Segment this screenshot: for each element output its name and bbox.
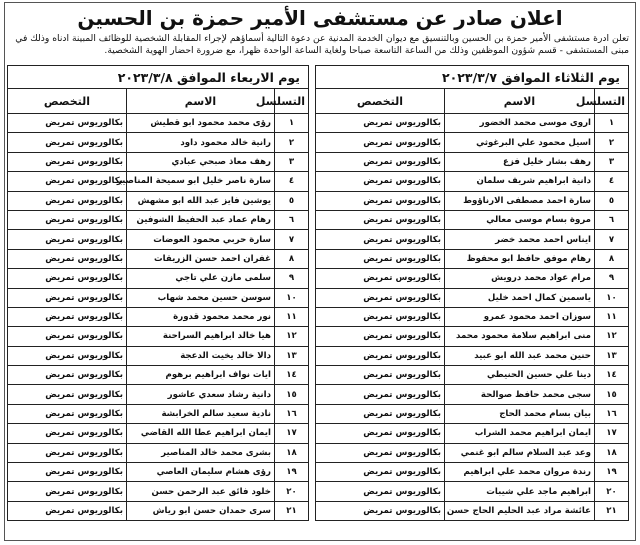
name-cell: بشرى محمد خالد المناصير xyxy=(126,443,274,462)
spec-cell: بكالوريوس تمريض xyxy=(7,230,126,249)
spec-cell: بكالوريوس تمريض xyxy=(315,327,444,346)
spec-cell: بكالوريوس تمريض xyxy=(315,443,444,462)
table-row xyxy=(7,210,308,229)
name-cell: خلود فائق عبد الرحمن حسن xyxy=(126,482,274,501)
table-row xyxy=(7,152,308,171)
table-row xyxy=(7,385,308,404)
name-cell: بيان بسام محمد الحاج xyxy=(445,404,595,423)
seq-cell: ٨ xyxy=(274,249,308,268)
seq-cell: ٧ xyxy=(595,230,629,249)
name-cell: دالا خالد يخيت الدعجة xyxy=(126,346,274,365)
seq-cell: ٥ xyxy=(274,191,308,210)
seq-cell: ٣ xyxy=(274,152,308,171)
table-row xyxy=(315,230,628,249)
table-row xyxy=(315,404,628,423)
table-row xyxy=(315,288,628,307)
table-row xyxy=(7,463,308,482)
spec-cell: بكالوريوس تمريض xyxy=(315,191,444,210)
name-cell: ايمان ابراهيم محمد الشراب xyxy=(445,424,595,443)
wednesday-table xyxy=(7,65,309,521)
seq-cell: ٢ xyxy=(595,133,629,152)
spec-cell: بكالوريوس تمريض xyxy=(315,172,444,191)
table-row xyxy=(315,269,628,288)
spec-cell: بكالوريوس تمريض xyxy=(7,133,126,152)
seq-cell: ١٥ xyxy=(274,385,308,404)
name-cell: دانية رشاد سعدي عاشور xyxy=(126,385,274,404)
table-row xyxy=(7,133,308,152)
seq-cell: ٦ xyxy=(595,210,629,229)
seq-cell: ٣ xyxy=(595,152,629,171)
seq-cell: ٨ xyxy=(595,249,629,268)
seq-cell: ٥ xyxy=(595,191,629,210)
name-cell: حنين محمد عبد الله ابو عبيد xyxy=(445,346,595,365)
name-cell: رهف بشار خليل فزع xyxy=(445,152,595,171)
seq-cell: ٢ xyxy=(274,133,308,152)
spec-cell: بكالوريوس تمريض xyxy=(7,288,126,307)
name-cell: وعد عبد السلام سالم ابو غنمي xyxy=(445,443,595,462)
name-cell: اسيل محمود علي البرغوثي xyxy=(445,133,595,152)
table-row xyxy=(315,249,628,268)
spec-cell: بكالوريوس تمريض xyxy=(7,152,126,171)
seq-cell: ١٦ xyxy=(595,404,629,423)
spec-cell: بكالوريوس تمريض xyxy=(7,366,126,385)
tuesday-table xyxy=(315,65,629,521)
col-name-header: الاسم xyxy=(126,89,274,114)
col-seq-header: التسلسل xyxy=(595,89,629,114)
spec-cell: بكالوريوس تمريض xyxy=(7,424,126,443)
seq-cell: ١٦ xyxy=(274,404,308,423)
spec-cell: بكالوريوس تمريض xyxy=(7,404,126,423)
seq-cell: ٢١ xyxy=(595,501,629,520)
name-cell: ايات نواف ابراهيم برهوم xyxy=(126,366,274,385)
table-row xyxy=(315,327,628,346)
spec-cell: بكالوريوس تمريض xyxy=(315,210,444,229)
name-cell: سوسن حسين محمد شهاب xyxy=(126,288,274,307)
seq-cell: ١٩ xyxy=(274,463,308,482)
name-cell: سارة ناصر خليل ابو سميحة المناصير xyxy=(126,172,274,191)
seq-cell: ١٩ xyxy=(595,463,629,482)
name-cell: رؤى هشام سليمان العاصي xyxy=(126,463,274,482)
table-row xyxy=(7,114,308,133)
table-row xyxy=(7,307,308,326)
tuesday-header: يوم الثلاثاء الموافق ٢٠٢٣/٣/٧ xyxy=(315,66,628,89)
name-cell: سرى حمدان حسن ابو رياش xyxy=(126,501,274,520)
seq-cell: ٤ xyxy=(274,172,308,191)
table-row xyxy=(315,443,628,462)
col-spec-header: التخصص xyxy=(315,89,444,114)
spec-cell: بكالوريوس تمريض xyxy=(7,501,126,520)
name-cell: اروى موسى محمد الخضور xyxy=(445,114,595,133)
seq-cell: ١ xyxy=(595,114,629,133)
table-row xyxy=(315,133,628,152)
name-cell: دانية ابراهيم شريف سلمان xyxy=(445,172,595,191)
name-cell: رندة مروان محمد علي ابراهيم xyxy=(445,463,595,482)
table-row xyxy=(7,191,308,210)
spec-cell: بكالوريوس تمريض xyxy=(315,114,444,133)
seq-cell: ١٤ xyxy=(595,366,629,385)
table-row xyxy=(315,501,628,520)
schedule-tables xyxy=(5,59,635,521)
table-row xyxy=(7,269,308,288)
name-cell: نور محمد محمود قدورة xyxy=(126,307,274,326)
table-row xyxy=(315,346,628,365)
table-row xyxy=(7,327,308,346)
spec-cell: بكالوريوس تمريض xyxy=(315,230,444,249)
spec-cell: بكالوريوس تمريض xyxy=(7,269,126,288)
table-row xyxy=(7,172,308,191)
name-cell: ابراهيم ماجد علي شيبات xyxy=(445,482,595,501)
table-row xyxy=(7,443,308,462)
table-row xyxy=(7,230,308,249)
name-cell: يوشين فايز عبد الله ابو مشهش xyxy=(126,191,274,210)
name-cell: مروة بسام موسى معالي xyxy=(445,210,595,229)
table-row xyxy=(315,366,628,385)
tuesday-rows xyxy=(315,114,628,521)
seq-cell: ١٢ xyxy=(274,327,308,346)
seq-cell: ١٤ xyxy=(274,366,308,385)
table-row xyxy=(315,385,628,404)
name-cell: رهف معاذ صبحي عبادي xyxy=(126,152,274,171)
spec-cell: بكالوريوس تمريض xyxy=(315,346,444,365)
spec-cell: بكالوريوس تمريض xyxy=(315,501,444,520)
seq-cell: ١٧ xyxy=(274,424,308,443)
name-cell: سلمى مازن علي تاجي xyxy=(126,269,274,288)
wednesday-header: يوم الاربعاء الموافق ٢٠٢٣/٣/٨ xyxy=(7,66,308,89)
seq-cell: ٤ xyxy=(595,172,629,191)
spec-cell: بكالوريوس تمريض xyxy=(7,307,126,326)
col-seq-header: التسلسل xyxy=(274,89,308,114)
table-row xyxy=(7,404,308,423)
seq-cell: ١١ xyxy=(274,307,308,326)
spec-cell: بكالوريوس تمريض xyxy=(7,443,126,462)
spec-cell: بكالوريوس تمريض xyxy=(7,463,126,482)
spec-cell: بكالوريوس تمريض xyxy=(315,307,444,326)
seq-cell: ١٠ xyxy=(274,288,308,307)
table-row xyxy=(7,424,308,443)
seq-cell: ٢١ xyxy=(274,501,308,520)
table-row xyxy=(7,346,308,365)
name-cell: نادية سعيد سالم الخرابشة xyxy=(126,404,274,423)
announcement-page xyxy=(4,2,636,541)
table-row xyxy=(7,288,308,307)
col-spec-header: التخصص xyxy=(7,89,126,114)
seq-cell: ٩ xyxy=(595,269,629,288)
spec-cell: بكالوريوس تمريض xyxy=(315,424,444,443)
seq-cell: ١١ xyxy=(595,307,629,326)
name-cell: سارة احمد مصطفى الارناؤوط xyxy=(445,191,595,210)
name-cell: عائشة مراد عبد الحليم الحاج حسن xyxy=(445,501,595,520)
seq-cell: ١٨ xyxy=(595,443,629,462)
seq-cell: ٦ xyxy=(274,210,308,229)
seq-cell: ١٨ xyxy=(274,443,308,462)
spec-cell: بكالوريوس تمريض xyxy=(7,114,126,133)
spec-cell: بكالوريوس تمريض xyxy=(315,249,444,268)
seq-cell: ٢٠ xyxy=(274,482,308,501)
spec-cell: بكالوريوس تمريض xyxy=(315,366,444,385)
spec-cell: بكالوريوس تمريض xyxy=(7,210,126,229)
name-cell: منى ابراهيم سلامة محمود محمد xyxy=(445,327,595,346)
spec-cell: بكالوريوس تمريض xyxy=(315,404,444,423)
seq-cell: ١٥ xyxy=(595,385,629,404)
spec-cell: بكالوريوس تمريض xyxy=(7,172,126,191)
table-row xyxy=(7,501,308,520)
spec-cell: بكالوريوس تمريض xyxy=(7,385,126,404)
col-name-header: الاسم xyxy=(445,89,595,114)
spec-cell: بكالوريوس تمريض xyxy=(7,249,126,268)
spec-cell: بكالوريوس تمريض xyxy=(7,482,126,501)
seq-cell: ١٧ xyxy=(595,424,629,443)
spec-cell: بكالوريوس تمريض xyxy=(315,269,444,288)
spec-cell: بكالوريوس تمريض xyxy=(315,133,444,152)
table-row xyxy=(315,482,628,501)
spec-cell: بكالوريوس تمريض xyxy=(315,288,444,307)
spec-cell: بكالوريوس تمريض xyxy=(315,385,444,404)
name-cell: رانية خالد محمود داود xyxy=(126,133,274,152)
seq-cell: ١٢ xyxy=(595,327,629,346)
seq-cell: ١٣ xyxy=(595,346,629,365)
table-row xyxy=(315,114,628,133)
name-cell: هيا خالد ابراهيم السراحنة xyxy=(126,327,274,346)
table-row xyxy=(315,152,628,171)
seq-cell: ٩ xyxy=(274,269,308,288)
name-cell: رهام موفق حافظ ابو محفوظ xyxy=(445,249,595,268)
table-row xyxy=(7,366,308,385)
wednesday-rows xyxy=(7,114,308,521)
announcement-intro: تعلن ادرة مستشفى الأمير حمزة بن الحسين وبالتنسيق مع ديوان الخدمة المدنية عن دعوة التالية أسماؤهم لإجراء المقابلة الشخصية للوظائف المبينة ادناه وذلك في مبنى المستشفى - قسم شؤون الموظفين وذلك من الساعة التاسعة صباحا ولغاية الساعة الواحدة ظهرا، مع ضرورة احضار الهوية الشخصية. xyxy=(15,33,629,56)
spec-cell: بكالوريوس تمريض xyxy=(315,463,444,482)
name-cell: سوزان احمد محمود عمرو xyxy=(445,307,595,326)
table-row xyxy=(315,307,628,326)
seq-cell: ٢٠ xyxy=(595,482,629,501)
table-row xyxy=(315,191,628,210)
table-row xyxy=(7,482,308,501)
spec-cell: بكالوريوس تمريض xyxy=(315,482,444,501)
table-row xyxy=(315,210,628,229)
name-cell: دينا علي حسين الحنيطي xyxy=(445,366,595,385)
table-row xyxy=(315,172,628,191)
name-cell: سجى محمد حافظ صوالحة xyxy=(445,385,595,404)
seq-cell: ١٣ xyxy=(274,346,308,365)
name-cell: مرام عواد محمد درويش xyxy=(445,269,595,288)
spec-cell: بكالوريوس تمريض xyxy=(7,346,126,365)
name-cell: رهام عماد عبد الحفيظ الشوفين xyxy=(126,210,274,229)
announcement-title: اعلان صادر عن مستشفى الأمير حمزة بن الحسين xyxy=(77,6,563,30)
name-cell: غفران احمد حسن الزريقات xyxy=(126,249,274,268)
table-row xyxy=(315,424,628,443)
spec-cell: بكالوريوس تمريض xyxy=(7,191,126,210)
name-cell: ايناس احمد محمد خضر xyxy=(445,230,595,249)
name-cell: رؤى محمد محمود ابو قطيش xyxy=(126,114,274,133)
seq-cell: ١٠ xyxy=(595,288,629,307)
name-cell: ايمان ابراهيم عطا الله القاضي xyxy=(126,424,274,443)
name-cell: ياسمين كمال احمد خليل xyxy=(445,288,595,307)
spec-cell: بكالوريوس تمريض xyxy=(7,327,126,346)
seq-cell: ٧ xyxy=(274,230,308,249)
spec-cell: بكالوريوس تمريض xyxy=(315,152,444,171)
table-row xyxy=(315,463,628,482)
table-row xyxy=(7,249,308,268)
name-cell: سارة حربي محمود العوضات xyxy=(126,230,274,249)
seq-cell: ١ xyxy=(274,114,308,133)
